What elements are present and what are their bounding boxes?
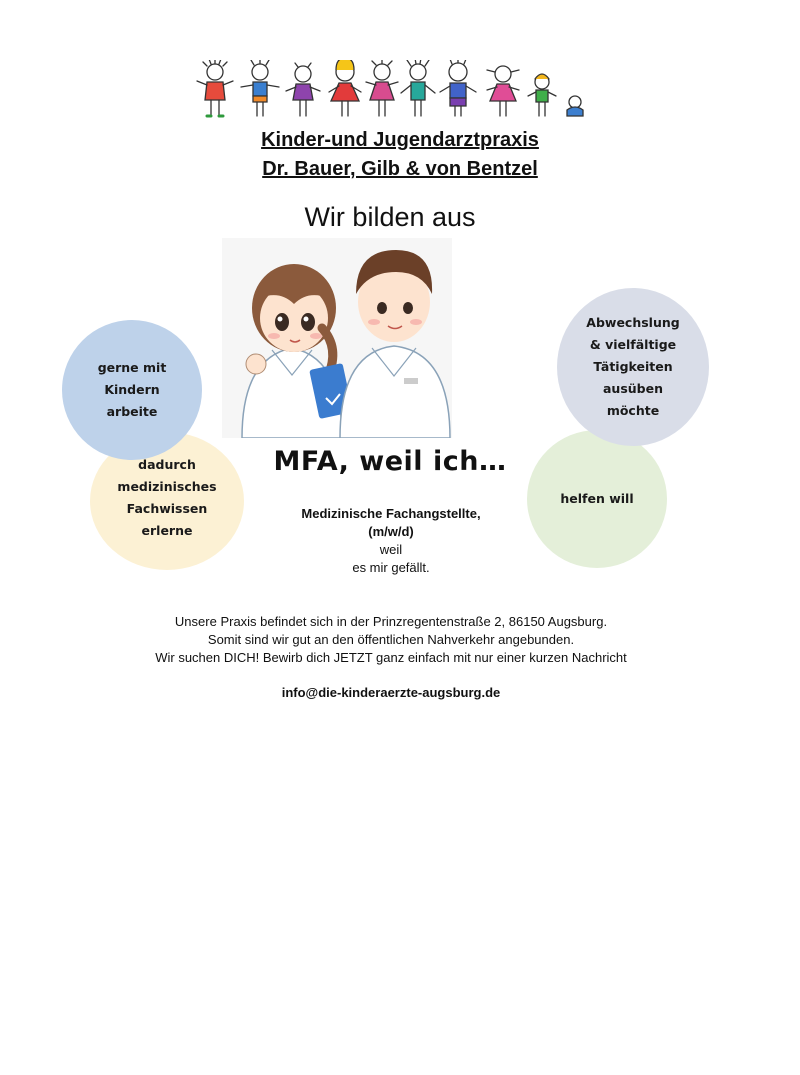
reason-bubble-blue: gerne mit Kindern arbeite xyxy=(62,320,202,460)
contact-email[interactable]: info@die-kinderaerzte-augsburg.de xyxy=(281,685,501,700)
reason-bubble-yellow: dadurch medizinisches Fachwissen erlerne xyxy=(90,432,244,570)
reason-bubble-grey: Abwechslung & vielfältige Tätigkeiten ausüben möchte xyxy=(557,288,709,446)
apply-line: Wir suchen DICH! Bewirb dich JETZT ganz einfach mit nur einer kurzen Nachricht xyxy=(155,650,627,665)
children-drawing-icon xyxy=(190,60,590,122)
reason-bubble-green: helfen will xyxy=(527,430,667,568)
job-because: weil xyxy=(379,542,403,557)
doctor-nurse-cartoon-icon xyxy=(222,238,452,438)
practice-info xyxy=(0,613,782,667)
job-title: Medizinische Fachangstellte, xyxy=(301,506,481,521)
job-reason: es mir gefällt. xyxy=(352,560,430,575)
job-gender: (m/w/d) xyxy=(368,524,414,539)
page-subtitle: Wir bilden aus xyxy=(304,202,476,232)
transport-line: Somit sind wir gut an den öffentlichen Nahverkehr angebunden. xyxy=(207,632,575,647)
headline: MFA, weil ich… xyxy=(273,446,507,477)
practice-doctors: Dr. Bauer, Gilb & von Bentzel xyxy=(262,158,538,180)
practice-name: Kinder-und Jugendarztpraxis xyxy=(261,129,539,151)
address-line: Unsere Praxis befindet sich in der Prinzregentenstraße 2, 86150 Augsburg. xyxy=(174,614,608,629)
job-description xyxy=(240,505,542,577)
